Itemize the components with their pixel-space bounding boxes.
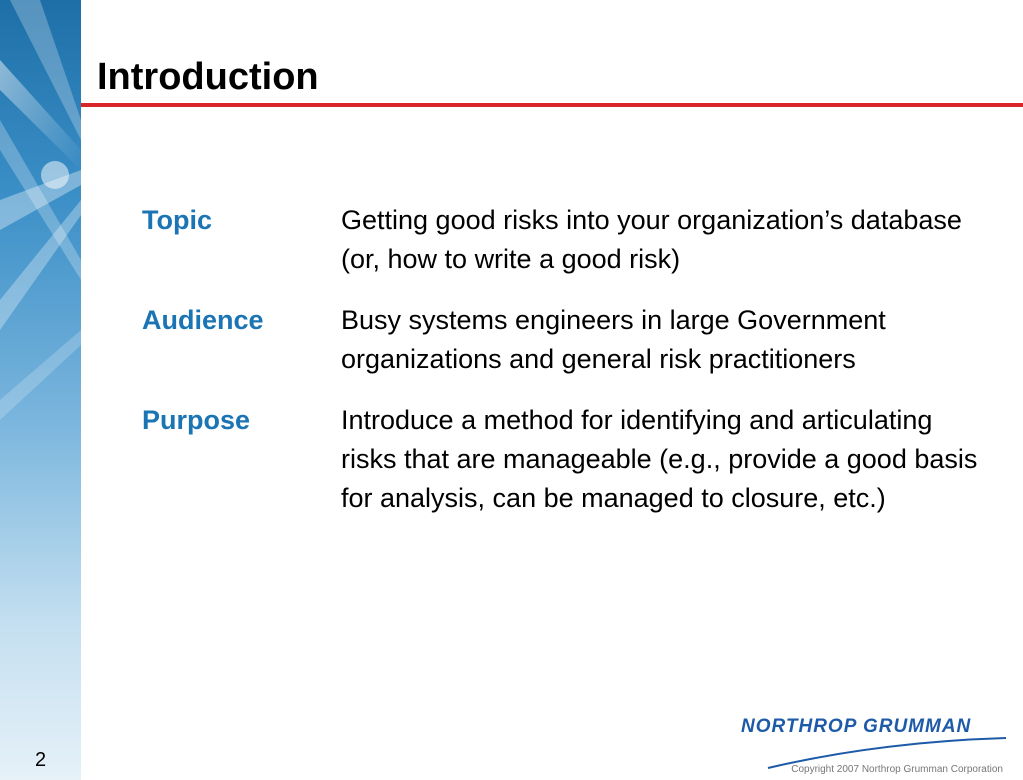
logo-text: NORTHROP GRUMMAN: [741, 716, 972, 737]
northrop-grumman-logo: [738, 712, 1010, 772]
copyright-notice: Copyright 2007 Northrop Grumman Corporation: [791, 764, 1003, 775]
page-number: 2: [34, 749, 47, 771]
light-rays-graphic: [0, 0, 81, 780]
slide-title: Introduction: [97, 56, 319, 98]
term-label: Audience: [142, 305, 264, 335]
decorative-sidebar: [0, 0, 81, 780]
definition-row-purpose: [142, 401, 1002, 518]
term-description: Busy systems engineers in large Government organizations and general risk practitioners: [341, 305, 886, 374]
term-description: Getting good risks into your organization’s database (or, how to write a good risk): [341, 205, 962, 274]
logo-swoosh-icon: [738, 712, 1010, 772]
term-description: Introduce a method for identifying and articulating risks that are manageable (e.g., provide a good basis for analysis, can be managed to closure, etc.): [341, 405, 978, 513]
definition-row-topic: [142, 201, 1002, 279]
definition-row-audience: [142, 301, 1002, 379]
term-label: Topic: [142, 205, 212, 235]
definition-list: [142, 201, 1002, 540]
term-label: Purpose: [142, 405, 251, 435]
title-divider: [81, 103, 1023, 107]
